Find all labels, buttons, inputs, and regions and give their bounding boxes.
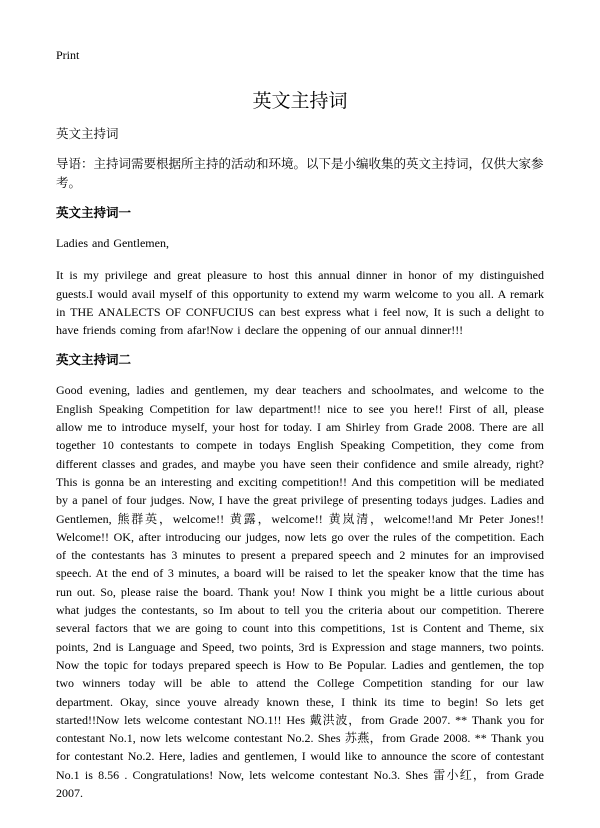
document-subtitle: 英文主持词 — [56, 126, 119, 141]
section-two — [56, 351, 544, 802]
intro-paragraph: 导语：主持词需要根据所主持的活动和环境。以下是小编收集的英文主持词，仅供大家参考。 — [56, 156, 544, 190]
section-heading: 英文主持词二 — [56, 352, 132, 368]
print-link[interactable]: Print — [56, 48, 80, 62]
section-heading: 英文主持词一 — [56, 205, 132, 220]
body-paragraph: It is my privilege and great pleasure to host this annual dinner in honor of my distinguished guests.I would avail myself of this opportunity to extend my warm welcome to you all. A remark in THE ANALECTS OF CONFUCIUS can best express what i feel now, It is such a delight to have friends coming from afar!Now i declare the oppening of our annual dinner!!! — [56, 268, 544, 338]
greeting-line: Ladies and Gentlemen, — [56, 236, 169, 250]
page-title: 英文主持词 — [252, 90, 348, 112]
body-paragraph: Good evening, ladies and gentlemen, my dear teachers and schoolmates, and welcome to the English Speaking Competition for law department!! nice to see you here!! First of all, please allow me to introduce myself, your host for today. I am Shirley from Grade 2008. There are all together 10 contestants to compete in todays English Speaking Competition, they come from different classes and grades, and maybe you have seen their confidence and smile already, right? This is gonna be an interesting and exciting competition!! And this competition will be mediated by a panel of four judges. Now, I have the great privilege of presenting todays judges. Ladies and Gentlemen, 熊群英，welcome!! 黄露，welcome!! 黄岚清，welcome!!and Mr Peter Jones!! Welcome!! OK, after introducing our judges, now lets go over the rules of the competition. Each of the contestants has 3 minutes to present a prepared speech and 2 minutes for an improvised speech. At the end of 3 minutes, a board will be raised to let the speaker know that the time has run out. So, please raise the board. Thank you! Now I think you might be a little curious about what judges the contestants, so Im about to tell you the criteria about our competition. Therere several factors that we are going to count into this competitions, 1st is Content and Theme, six points, 2nd is Language and Speed, two points, 3rd is Expression and stage manners, two points. Now the topic for todays prepared speech is How to Be Popular. Ladies and gentlemen, the top two winners today will be able to attend the College Competition standing for our law department. Okay, since youve already known these, I think its time to begin! So lets get started!!Now lets welcome contestant NO.1!! Hes 戴洪波，from Grade 2007. ** Thank you for contestant No.1, now lets welcome contestant No.2. Shes 苏燕，from Grade 2008. ** Thank you for contestant No.2. Here, ladies and gentlemen, I would like to announce the score of contestant No.1 is 8.56 . Congratulations! Now, lets welcome contestant No.3. Shes 雷小红，from Grade 2007. — [56, 383, 544, 801]
section-one — [56, 204, 544, 339]
document-page — [56, 48, 544, 814]
